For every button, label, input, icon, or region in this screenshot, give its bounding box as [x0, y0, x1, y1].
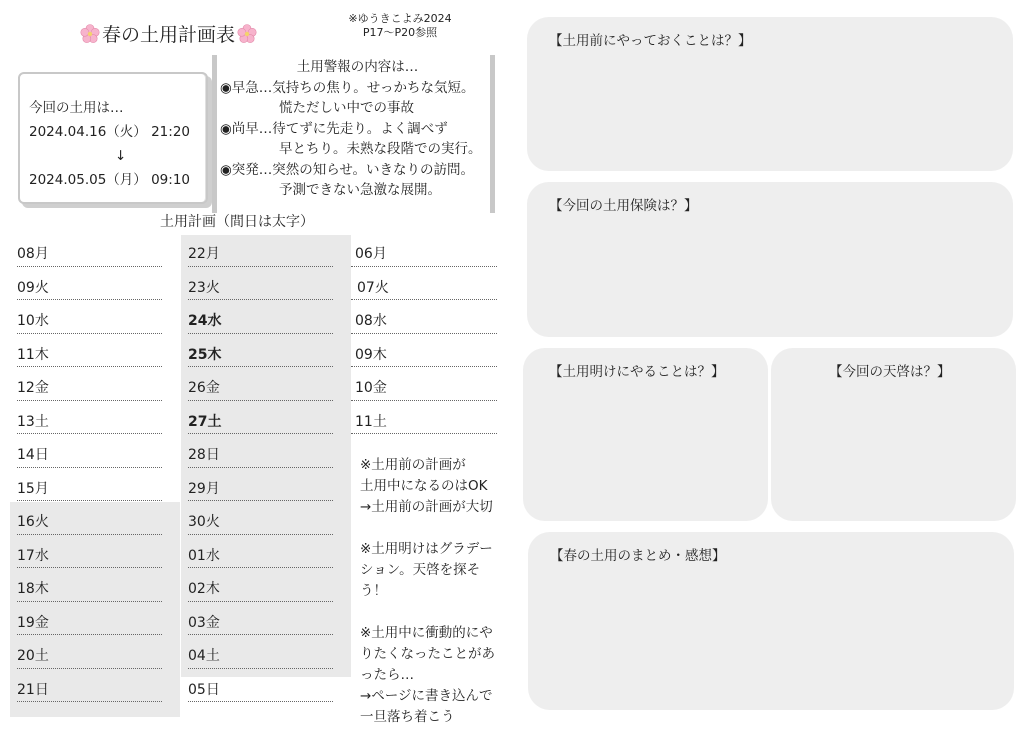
warning-line: ◉突発…突然の知らせ。いきなりの訪問。 [220, 161, 474, 178]
calendar-day [351, 337, 497, 371]
note-line: ※土用中に衝動的にや [360, 625, 493, 641]
box-revelation[interactable] [771, 348, 1016, 521]
page-title [80, 20, 260, 47]
calendar-day-label: 24水 [188, 313, 222, 329]
calendar-day [188, 638, 333, 672]
note-line: ション。天啓を探そ [360, 562, 481, 578]
calendar-day [17, 404, 162, 438]
calendar-day [188, 571, 333, 605]
calendar-day [17, 303, 162, 337]
calendar-title: 土用計画（間日は太字） [160, 214, 314, 230]
reference-line: ※ゆうきこよみ2024 [348, 12, 452, 25]
calendar-day [188, 538, 333, 572]
warning-subline: 予測できない急激な展開。 [279, 182, 441, 198]
calendar-day-label: 21日 [17, 681, 49, 698]
note-line: 土用中になるのはOK [360, 478, 488, 494]
calendar-day [188, 404, 333, 438]
calendar-day-label: 13土 [17, 413, 49, 430]
note-line: →土用前の計画が大切 [360, 499, 493, 515]
warning-section [220, 57, 505, 201]
calendar-day-label: 27土 [188, 413, 222, 430]
box-before-doyo[interactable] [527, 17, 1013, 171]
calendar-day [17, 538, 162, 572]
warning-line: ◉早急…気持ちの焦り。せっかちな気短。 [220, 79, 475, 96]
calendar-day-label: 30火 [188, 514, 220, 530]
calendar-day [17, 370, 162, 404]
calendar-day [17, 571, 162, 605]
calendar-day [17, 437, 162, 471]
note-line: ※土用前の計画が [360, 457, 466, 473]
note-line: りたくなったことがあ [360, 646, 495, 662]
calendar-day-label: 16火 [17, 514, 49, 530]
calendar-day [17, 236, 162, 270]
calendar-day-label: 26金 [188, 380, 220, 396]
warning-heading: 土用警報の内容は… [296, 59, 419, 75]
calendar-day [188, 270, 333, 304]
calendar-day-label: 22月 [188, 246, 220, 262]
calendar-day [351, 270, 497, 304]
calendar-day-label: 17水 [17, 547, 49, 564]
calendar-day [17, 471, 162, 505]
warning-line: ◉尚早…待てずに先走り。よく調べず [220, 120, 448, 137]
note-line: う！ [360, 583, 387, 599]
calendar-day-label: 08水 [355, 313, 387, 329]
calendar-day-label: 29月 [188, 480, 220, 497]
warning-subline: 早とちり。未熟な段階での実行。 [279, 141, 482, 157]
note-line: →ページに書き込んで [360, 688, 493, 704]
calendar-day [351, 303, 497, 337]
box-label: 【今回の天啓は？】 [829, 364, 951, 380]
period-start: 2024.04.16（火） 21:20 [29, 124, 190, 140]
calendar-day [17, 672, 162, 706]
calendar-day-label: 11土 [355, 413, 387, 430]
calendar-day [188, 303, 333, 337]
calendar-day-label: 05日 [188, 681, 220, 698]
period-end: 2024.05.05（月） 09:10 [29, 172, 190, 188]
warning-subline: 慌ただしい中での事故 [279, 100, 414, 116]
note-line: 一旦落ち着こう [360, 709, 455, 725]
period-box [18, 72, 208, 204]
calendar-day-label: 08月 [17, 246, 49, 262]
calendar-day-label: 12金 [17, 380, 49, 396]
calendar-day-label: 25木 [188, 346, 222, 363]
box-label: 【土用明けにやることは？】 [549, 364, 725, 380]
box-doyo-insurance[interactable] [527, 182, 1013, 337]
calendar-day-label: 09木 [355, 346, 387, 363]
box-summary[interactable] [528, 532, 1014, 710]
calendar-day-label: 01水 [188, 547, 220, 564]
calendar-day-label: 07火 [357, 279, 389, 296]
cherry-blossom-icon [80, 24, 100, 44]
calendar-day [17, 337, 162, 371]
box-label: 【春の土用のまとめ・感想】 [550, 548, 726, 564]
calendar-day [351, 404, 497, 438]
calendar-day [351, 236, 497, 270]
calendar-day [17, 504, 162, 538]
calendar-day [188, 471, 333, 505]
calendar-day-label: 11木 [17, 346, 49, 363]
calendar-day [188, 605, 333, 639]
calendar-day [188, 236, 333, 270]
calendar-day-label: 18木 [17, 581, 49, 597]
calendar-day [188, 672, 333, 706]
calendar-day-label: 02木 [188, 581, 220, 597]
calendar-day-label: 03金 [188, 614, 220, 631]
calendar-day-label: 20土 [17, 648, 49, 664]
calendar-day-label: 15月 [17, 480, 49, 497]
note-line: ったら… [360, 667, 414, 683]
calendar-day-label: 06月 [355, 246, 387, 262]
cherry-blossom-icon [237, 24, 257, 44]
note [360, 539, 510, 602]
calendar-day-label: 28日 [188, 447, 220, 463]
note-line: ※土用明けはグラデー [360, 541, 493, 557]
title-text: 春の土用計画表 [102, 24, 236, 46]
note [360, 455, 510, 518]
calendar-day-label: 14日 [17, 447, 49, 463]
calendar-day-label: 10金 [355, 380, 387, 396]
calendar-day-label: 19金 [17, 614, 49, 631]
divider [212, 55, 217, 213]
calendar-day [17, 605, 162, 639]
calendar-day-label: 09火 [17, 279, 49, 296]
reference-line: P17〜P20参照 [362, 26, 438, 39]
notes [360, 455, 510, 749]
down-arrow-icon: ↓ [115, 148, 127, 164]
calendar-day [17, 270, 162, 304]
period-heading: 今回の土用は… [29, 100, 124, 116]
calendar-day-label: 10水 [17, 313, 49, 329]
calendar-day [188, 504, 333, 538]
box-label: 【土用前にやっておくことは？】 [549, 33, 752, 49]
box-after-doyo[interactable] [523, 348, 768, 521]
calendar-day [188, 370, 333, 404]
calendar-day [17, 638, 162, 672]
note [360, 623, 510, 728]
calendar-day-label: 04土 [188, 648, 220, 664]
calendar-day [351, 370, 497, 404]
reference-note [335, 12, 465, 40]
calendar-day [188, 337, 333, 371]
box-label: 【今回の土用保険は？】 [549, 198, 698, 214]
calendar-day [188, 437, 333, 471]
calendar-day-label: 23火 [188, 279, 220, 296]
